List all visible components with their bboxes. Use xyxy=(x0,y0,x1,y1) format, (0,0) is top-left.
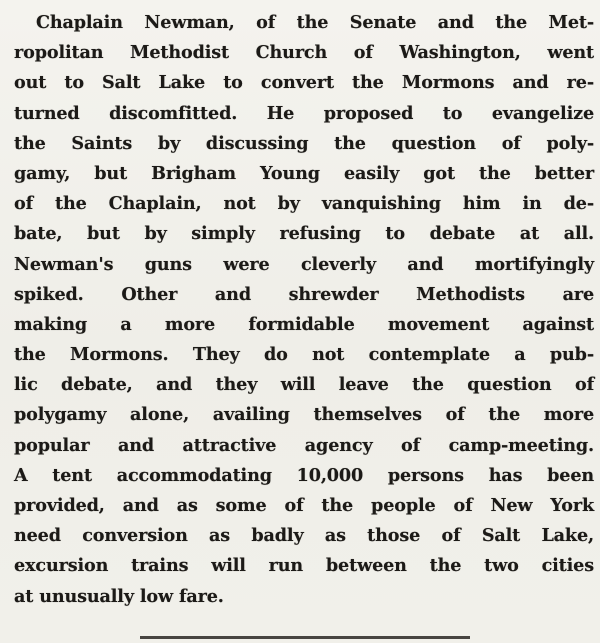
article-line: need conversion as badly as those of Salt Lake, xyxy=(14,525,594,547)
article-line: popular and attractive agency of camp-meeting. xyxy=(14,434,594,456)
article-line: provided, and as some of the people of New York xyxy=(14,495,594,516)
column-divider-rule xyxy=(140,636,470,639)
article-line: gamy, but Brigham Young easily got the better xyxy=(14,162,594,184)
article-line: turned discomfitted. He proposed to evangelize xyxy=(14,102,594,124)
article-line: A tent accommodating 10,000 persons has been xyxy=(14,464,594,486)
article-line: making a more formidable movement against xyxy=(14,313,594,335)
article-line: out to Salt Lake to convert the Mormons and re- xyxy=(14,72,594,94)
article-line: the Saints by discussing the question of poly- xyxy=(14,132,594,154)
article-line: at unusually low fare. xyxy=(14,585,224,607)
article-line: Newman's guns were cleverly and mortifyingly xyxy=(14,253,594,275)
article-line: ropolitan Methodist Church of Washington, went xyxy=(14,42,594,64)
article-line: bate, but by simply refusing to debate at all. xyxy=(14,223,594,245)
article-line: Chaplain Newman, of the Senate and the Met- xyxy=(36,12,594,33)
article-line: polygamy alone, availing themselves of the more xyxy=(14,404,594,426)
article-line: lic debate, and they will leave the question of xyxy=(14,374,594,396)
article-body xyxy=(14,8,594,612)
article-line: spiked. Other and shrewder Methodists are xyxy=(14,283,594,305)
article-line: of the Chaplain, not by vanquishing him in de- xyxy=(14,193,594,215)
article-line: excursion trains will run between the two cities xyxy=(14,555,594,577)
article-line: the Mormons. They do not contemplate a pub- xyxy=(14,344,594,366)
